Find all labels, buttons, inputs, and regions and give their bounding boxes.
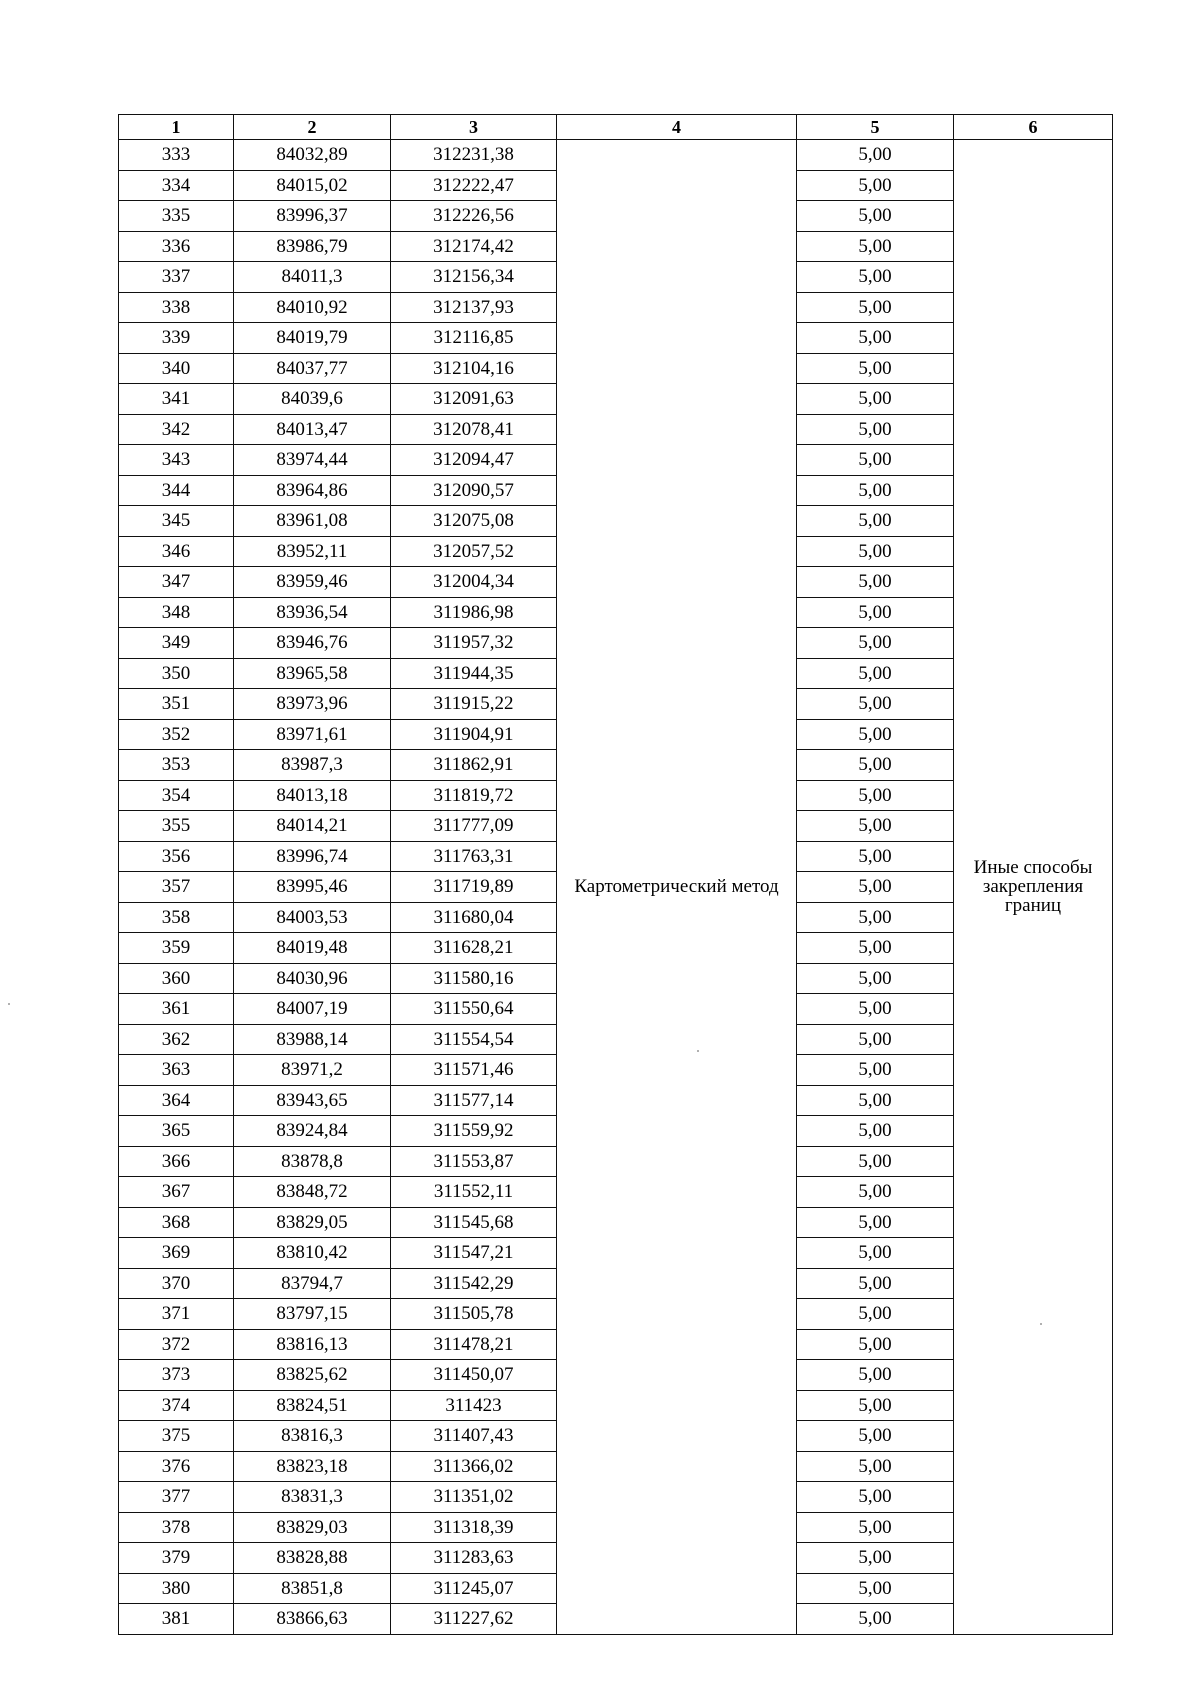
- cell-coordinate-y: 312156,34: [391, 262, 557, 293]
- cell-point-number: 351: [119, 689, 234, 720]
- cell-coordinate-y: 311571,46: [391, 1055, 557, 1086]
- cell-accuracy: 5,00: [797, 292, 954, 323]
- scan-speck: [1040, 1323, 1042, 1325]
- cell-accuracy: 5,00: [797, 1512, 954, 1543]
- cell-coordinate-y: 312004,34: [391, 567, 557, 598]
- cell-point-number: 368: [119, 1207, 234, 1238]
- table-body: [119, 140, 1113, 1635]
- cell-accuracy: 5,00: [797, 811, 954, 842]
- cell-coordinate-x: 83824,51: [234, 1390, 391, 1421]
- cell-coordinate-x: 84019,79: [234, 323, 391, 354]
- cell-point-number: 357: [119, 872, 234, 903]
- cell-accuracy: 5,00: [797, 536, 954, 567]
- cell-coordinate-y: 311283,63: [391, 1543, 557, 1574]
- header-col-6: 6: [954, 115, 1113, 140]
- cell-accuracy: 5,00: [797, 597, 954, 628]
- cell-coordinate-y: 311559,92: [391, 1116, 557, 1147]
- cell-accuracy: 5,00: [797, 567, 954, 598]
- cell-accuracy: 5,00: [797, 506, 954, 537]
- cell-coordinate-x: 84030,96: [234, 963, 391, 994]
- cell-point-number: 337: [119, 262, 234, 293]
- cell-coordinate-x: 83816,3: [234, 1421, 391, 1452]
- cell-coordinate-x: 83866,63: [234, 1604, 391, 1635]
- cell-coordinate-y: 312057,52: [391, 536, 557, 567]
- cell-point-number: 366: [119, 1146, 234, 1177]
- cell-coordinate-y: 311351,02: [391, 1482, 557, 1513]
- cell-accuracy: 5,00: [797, 1085, 954, 1116]
- header-row: [119, 115, 1113, 140]
- cell-point-number: 345: [119, 506, 234, 537]
- cell-accuracy: 5,00: [797, 963, 954, 994]
- cell-point-number: 358: [119, 902, 234, 933]
- cell-coordinate-x: 83996,74: [234, 841, 391, 872]
- cell-point-number: 373: [119, 1360, 234, 1391]
- cell-coordinate-y: 311957,32: [391, 628, 557, 659]
- cell-coordinate-y: 311819,72: [391, 780, 557, 811]
- table-header: [119, 115, 1113, 140]
- cell-accuracy: 5,00: [797, 384, 954, 415]
- cell-coordinate-y: 312116,85: [391, 323, 557, 354]
- cell-point-number: 364: [119, 1085, 234, 1116]
- cell-accuracy: 5,00: [797, 1482, 954, 1513]
- cell-accuracy: 5,00: [797, 658, 954, 689]
- cell-point-number: 374: [119, 1390, 234, 1421]
- cell-coordinate-y: 311318,39: [391, 1512, 557, 1543]
- cell-coordinate-x: 84011,3: [234, 262, 391, 293]
- cell-point-number: 377: [119, 1482, 234, 1513]
- cell-coordinate-x: 83936,54: [234, 597, 391, 628]
- cell-point-number: 369: [119, 1238, 234, 1269]
- cell-coordinate-y: 311554,54: [391, 1024, 557, 1055]
- cell-point-number: 334: [119, 170, 234, 201]
- cell-coordinate-x: 83996,37: [234, 201, 391, 232]
- cell-accuracy: 5,00: [797, 1024, 954, 1055]
- cell-coordinate-y: 311719,89: [391, 872, 557, 903]
- cell-accuracy: 5,00: [797, 170, 954, 201]
- cell-accuracy: 5,00: [797, 628, 954, 659]
- cell-coordinate-x: 84003,53: [234, 902, 391, 933]
- cell-point-number: 348: [119, 597, 234, 628]
- cell-point-number: 342: [119, 414, 234, 445]
- cell-coordinate-x: 83810,42: [234, 1238, 391, 1269]
- cell-coordinate-y: 312137,93: [391, 292, 557, 323]
- cell-coordinate-x: 84007,19: [234, 994, 391, 1025]
- cell-coordinate-y: 312078,41: [391, 414, 557, 445]
- cell-accuracy: 5,00: [797, 414, 954, 445]
- cell-coordinate-x: 83848,72: [234, 1177, 391, 1208]
- cell-coordinate-x: 83971,2: [234, 1055, 391, 1086]
- cell-coordinate-x: 83987,3: [234, 750, 391, 781]
- cell-boundary-fixing: Иные способы закрепления границ: [954, 140, 1113, 1635]
- cell-accuracy: 5,00: [797, 933, 954, 964]
- cell-accuracy: 5,00: [797, 902, 954, 933]
- cell-accuracy: 5,00: [797, 1146, 954, 1177]
- cell-coordinate-y: 311628,21: [391, 933, 557, 964]
- cell-point-number: 349: [119, 628, 234, 659]
- cell-accuracy: 5,00: [797, 1573, 954, 1604]
- cell-accuracy: 5,00: [797, 750, 954, 781]
- cell-coordinate-x: 84010,92: [234, 292, 391, 323]
- cell-point-number: 365: [119, 1116, 234, 1147]
- cell-coordinate-x: 84037,77: [234, 353, 391, 384]
- cell-coordinate-y: 311862,91: [391, 750, 557, 781]
- cell-accuracy: 5,00: [797, 872, 954, 903]
- cell-point-number: 380: [119, 1573, 234, 1604]
- cell-point-number: 346: [119, 536, 234, 567]
- cell-accuracy: 5,00: [797, 1268, 954, 1299]
- cell-coordinate-y: 311904,91: [391, 719, 557, 750]
- cell-accuracy: 5,00: [797, 323, 954, 354]
- cell-accuracy: 5,00: [797, 780, 954, 811]
- cell-coordinate-x: 83794,7: [234, 1268, 391, 1299]
- cell-accuracy: 5,00: [797, 445, 954, 476]
- scan-speck: [8, 1003, 10, 1005]
- cell-coordinate-y: 311986,98: [391, 597, 557, 628]
- cell-point-number: 371: [119, 1299, 234, 1330]
- cell-coordinate-y: 312174,42: [391, 231, 557, 262]
- cell-point-number: 363: [119, 1055, 234, 1086]
- cell-accuracy: 5,00: [797, 1390, 954, 1421]
- cell-accuracy: 5,00: [797, 1451, 954, 1482]
- cell-coordinate-y: 312075,08: [391, 506, 557, 537]
- cell-coordinate-x: 84039,6: [234, 384, 391, 415]
- cell-coordinate-x: 84013,47: [234, 414, 391, 445]
- cell-point-number: 378: [119, 1512, 234, 1543]
- cell-point-number: 381: [119, 1604, 234, 1635]
- cell-coordinate-y: 311552,11: [391, 1177, 557, 1208]
- cell-point-number: 340: [119, 353, 234, 384]
- cell-coordinate-x: 83986,79: [234, 231, 391, 262]
- cell-coordinate-x: 83961,08: [234, 506, 391, 537]
- header-col-1: 1: [119, 115, 234, 140]
- cell-point-number: 341: [119, 384, 234, 415]
- cell-coordinate-x: 83965,58: [234, 658, 391, 689]
- cell-coordinate-y: 311553,87: [391, 1146, 557, 1177]
- cell-coordinate-x: 83971,61: [234, 719, 391, 750]
- cell-coordinate-y: 312090,57: [391, 475, 557, 506]
- cell-coordinate-y: 311423: [391, 1390, 557, 1421]
- cell-point-number: 343: [119, 445, 234, 476]
- cell-coordinate-y: 311478,21: [391, 1329, 557, 1360]
- cell-accuracy: 5,00: [797, 262, 954, 293]
- cell-coordinate-y: 311944,35: [391, 658, 557, 689]
- cell-accuracy: 5,00: [797, 1116, 954, 1147]
- table-row: [119, 140, 1113, 171]
- cell-point-number: 367: [119, 1177, 234, 1208]
- cell-point-number: 347: [119, 567, 234, 598]
- cell-accuracy: 5,00: [797, 1360, 954, 1391]
- cell-point-number: 352: [119, 719, 234, 750]
- cell-coordinate-x: 84015,02: [234, 170, 391, 201]
- header-col-2: 2: [234, 115, 391, 140]
- cell-coordinate-y: 312091,63: [391, 384, 557, 415]
- cell-coordinate-y: 311550,64: [391, 994, 557, 1025]
- cell-point-number: 362: [119, 1024, 234, 1055]
- cell-coordinate-x: 83924,84: [234, 1116, 391, 1147]
- cell-accuracy: 5,00: [797, 1329, 954, 1360]
- cell-coordinate-y: 311245,07: [391, 1573, 557, 1604]
- cell-coordinate-y: 311915,22: [391, 689, 557, 720]
- cell-accuracy: 5,00: [797, 1177, 954, 1208]
- cell-point-number: 350: [119, 658, 234, 689]
- cell-point-number: 356: [119, 841, 234, 872]
- cell-coordinate-y: 311580,16: [391, 963, 557, 994]
- cell-coordinate-x: 83973,96: [234, 689, 391, 720]
- cell-coordinate-y: 312231,38: [391, 140, 557, 171]
- cell-method: Картометрический метод: [557, 140, 797, 1635]
- cell-accuracy: 5,00: [797, 1207, 954, 1238]
- cell-coordinate-x: 83851,8: [234, 1573, 391, 1604]
- cell-coordinate-x: 83959,46: [234, 567, 391, 598]
- cell-coordinate-x: 83988,14: [234, 1024, 391, 1055]
- cell-coordinate-y: 312226,56: [391, 201, 557, 232]
- cell-coordinate-y: 311680,04: [391, 902, 557, 933]
- cell-accuracy: 5,00: [797, 231, 954, 262]
- cell-accuracy: 5,00: [797, 841, 954, 872]
- cell-accuracy: 5,00: [797, 201, 954, 232]
- cell-point-number: 335: [119, 201, 234, 232]
- cell-coordinate-y: 311505,78: [391, 1299, 557, 1330]
- cell-accuracy: 5,00: [797, 1055, 954, 1086]
- cell-accuracy: 5,00: [797, 1238, 954, 1269]
- cell-coordinate-x: 83828,88: [234, 1543, 391, 1574]
- cell-accuracy: 5,00: [797, 1299, 954, 1330]
- scan-speck: [697, 1050, 699, 1052]
- cell-coordinate-x: 83952,11: [234, 536, 391, 567]
- cell-coordinate-y: 311545,68: [391, 1207, 557, 1238]
- cell-coordinate-x: 83943,65: [234, 1085, 391, 1116]
- cell-point-number: 375: [119, 1421, 234, 1452]
- cell-coordinate-x: 84019,48: [234, 933, 391, 964]
- header-col-4: 4: [557, 115, 797, 140]
- cell-coordinate-x: 83946,76: [234, 628, 391, 659]
- cell-point-number: 379: [119, 1543, 234, 1574]
- cell-accuracy: 5,00: [797, 689, 954, 720]
- cell-coordinate-y: 311227,62: [391, 1604, 557, 1635]
- cell-coordinate-x: 83829,03: [234, 1512, 391, 1543]
- cell-point-number: 344: [119, 475, 234, 506]
- cell-point-number: 376: [119, 1451, 234, 1482]
- cell-coordinate-x: 83878,8: [234, 1146, 391, 1177]
- cell-point-number: 353: [119, 750, 234, 781]
- cell-coordinate-y: 312222,47: [391, 170, 557, 201]
- cell-coordinate-x: 83829,05: [234, 1207, 391, 1238]
- cell-point-number: 370: [119, 1268, 234, 1299]
- cell-accuracy: 5,00: [797, 140, 954, 171]
- cell-coordinate-x: 83831,3: [234, 1482, 391, 1513]
- cell-coordinate-x: 83797,15: [234, 1299, 391, 1330]
- cell-coordinate-x: 83816,13: [234, 1329, 391, 1360]
- cell-accuracy: 5,00: [797, 1604, 954, 1635]
- cell-accuracy: 5,00: [797, 719, 954, 750]
- cell-accuracy: 5,00: [797, 475, 954, 506]
- cell-point-number: 338: [119, 292, 234, 323]
- cell-coordinate-x: 83825,62: [234, 1360, 391, 1391]
- cell-coordinate-y: 311450,07: [391, 1360, 557, 1391]
- cell-coordinate-x: 83995,46: [234, 872, 391, 903]
- cell-point-number: 361: [119, 994, 234, 1025]
- cell-accuracy: 5,00: [797, 1421, 954, 1452]
- cell-coordinate-x: 83964,86: [234, 475, 391, 506]
- cell-coordinate-y: 311777,09: [391, 811, 557, 842]
- cell-coordinate-x: 83823,18: [234, 1451, 391, 1482]
- cell-accuracy: 5,00: [797, 994, 954, 1025]
- cell-coordinate-x: 84014,21: [234, 811, 391, 842]
- cell-coordinate-y: 312104,16: [391, 353, 557, 384]
- cell-coordinate-y: 311366,02: [391, 1451, 557, 1482]
- cell-accuracy: 5,00: [797, 1543, 954, 1574]
- cell-coordinate-x: 84032,89: [234, 140, 391, 171]
- cell-coordinate-y: 311577,14: [391, 1085, 557, 1116]
- cell-coordinate-y: 311547,21: [391, 1238, 557, 1269]
- cell-point-number: 359: [119, 933, 234, 964]
- cell-accuracy: 5,00: [797, 353, 954, 384]
- cell-point-number: 372: [119, 1329, 234, 1360]
- cell-point-number: 339: [119, 323, 234, 354]
- cell-coordinate-y: 311763,31: [391, 841, 557, 872]
- header-col-5: 5: [797, 115, 954, 140]
- cell-coordinate-y: 311407,43: [391, 1421, 557, 1452]
- coordinates-table: [118, 114, 1113, 1635]
- cell-coordinate-y: 312094,47: [391, 445, 557, 476]
- cell-coordinate-x: 84013,18: [234, 780, 391, 811]
- cell-coordinate-x: 83974,44: [234, 445, 391, 476]
- cell-point-number: 336: [119, 231, 234, 262]
- cell-point-number: 354: [119, 780, 234, 811]
- cell-point-number: 360: [119, 963, 234, 994]
- cell-point-number: 333: [119, 140, 234, 171]
- cell-coordinate-y: 311542,29: [391, 1268, 557, 1299]
- cell-point-number: 355: [119, 811, 234, 842]
- header-col-3: 3: [391, 115, 557, 140]
